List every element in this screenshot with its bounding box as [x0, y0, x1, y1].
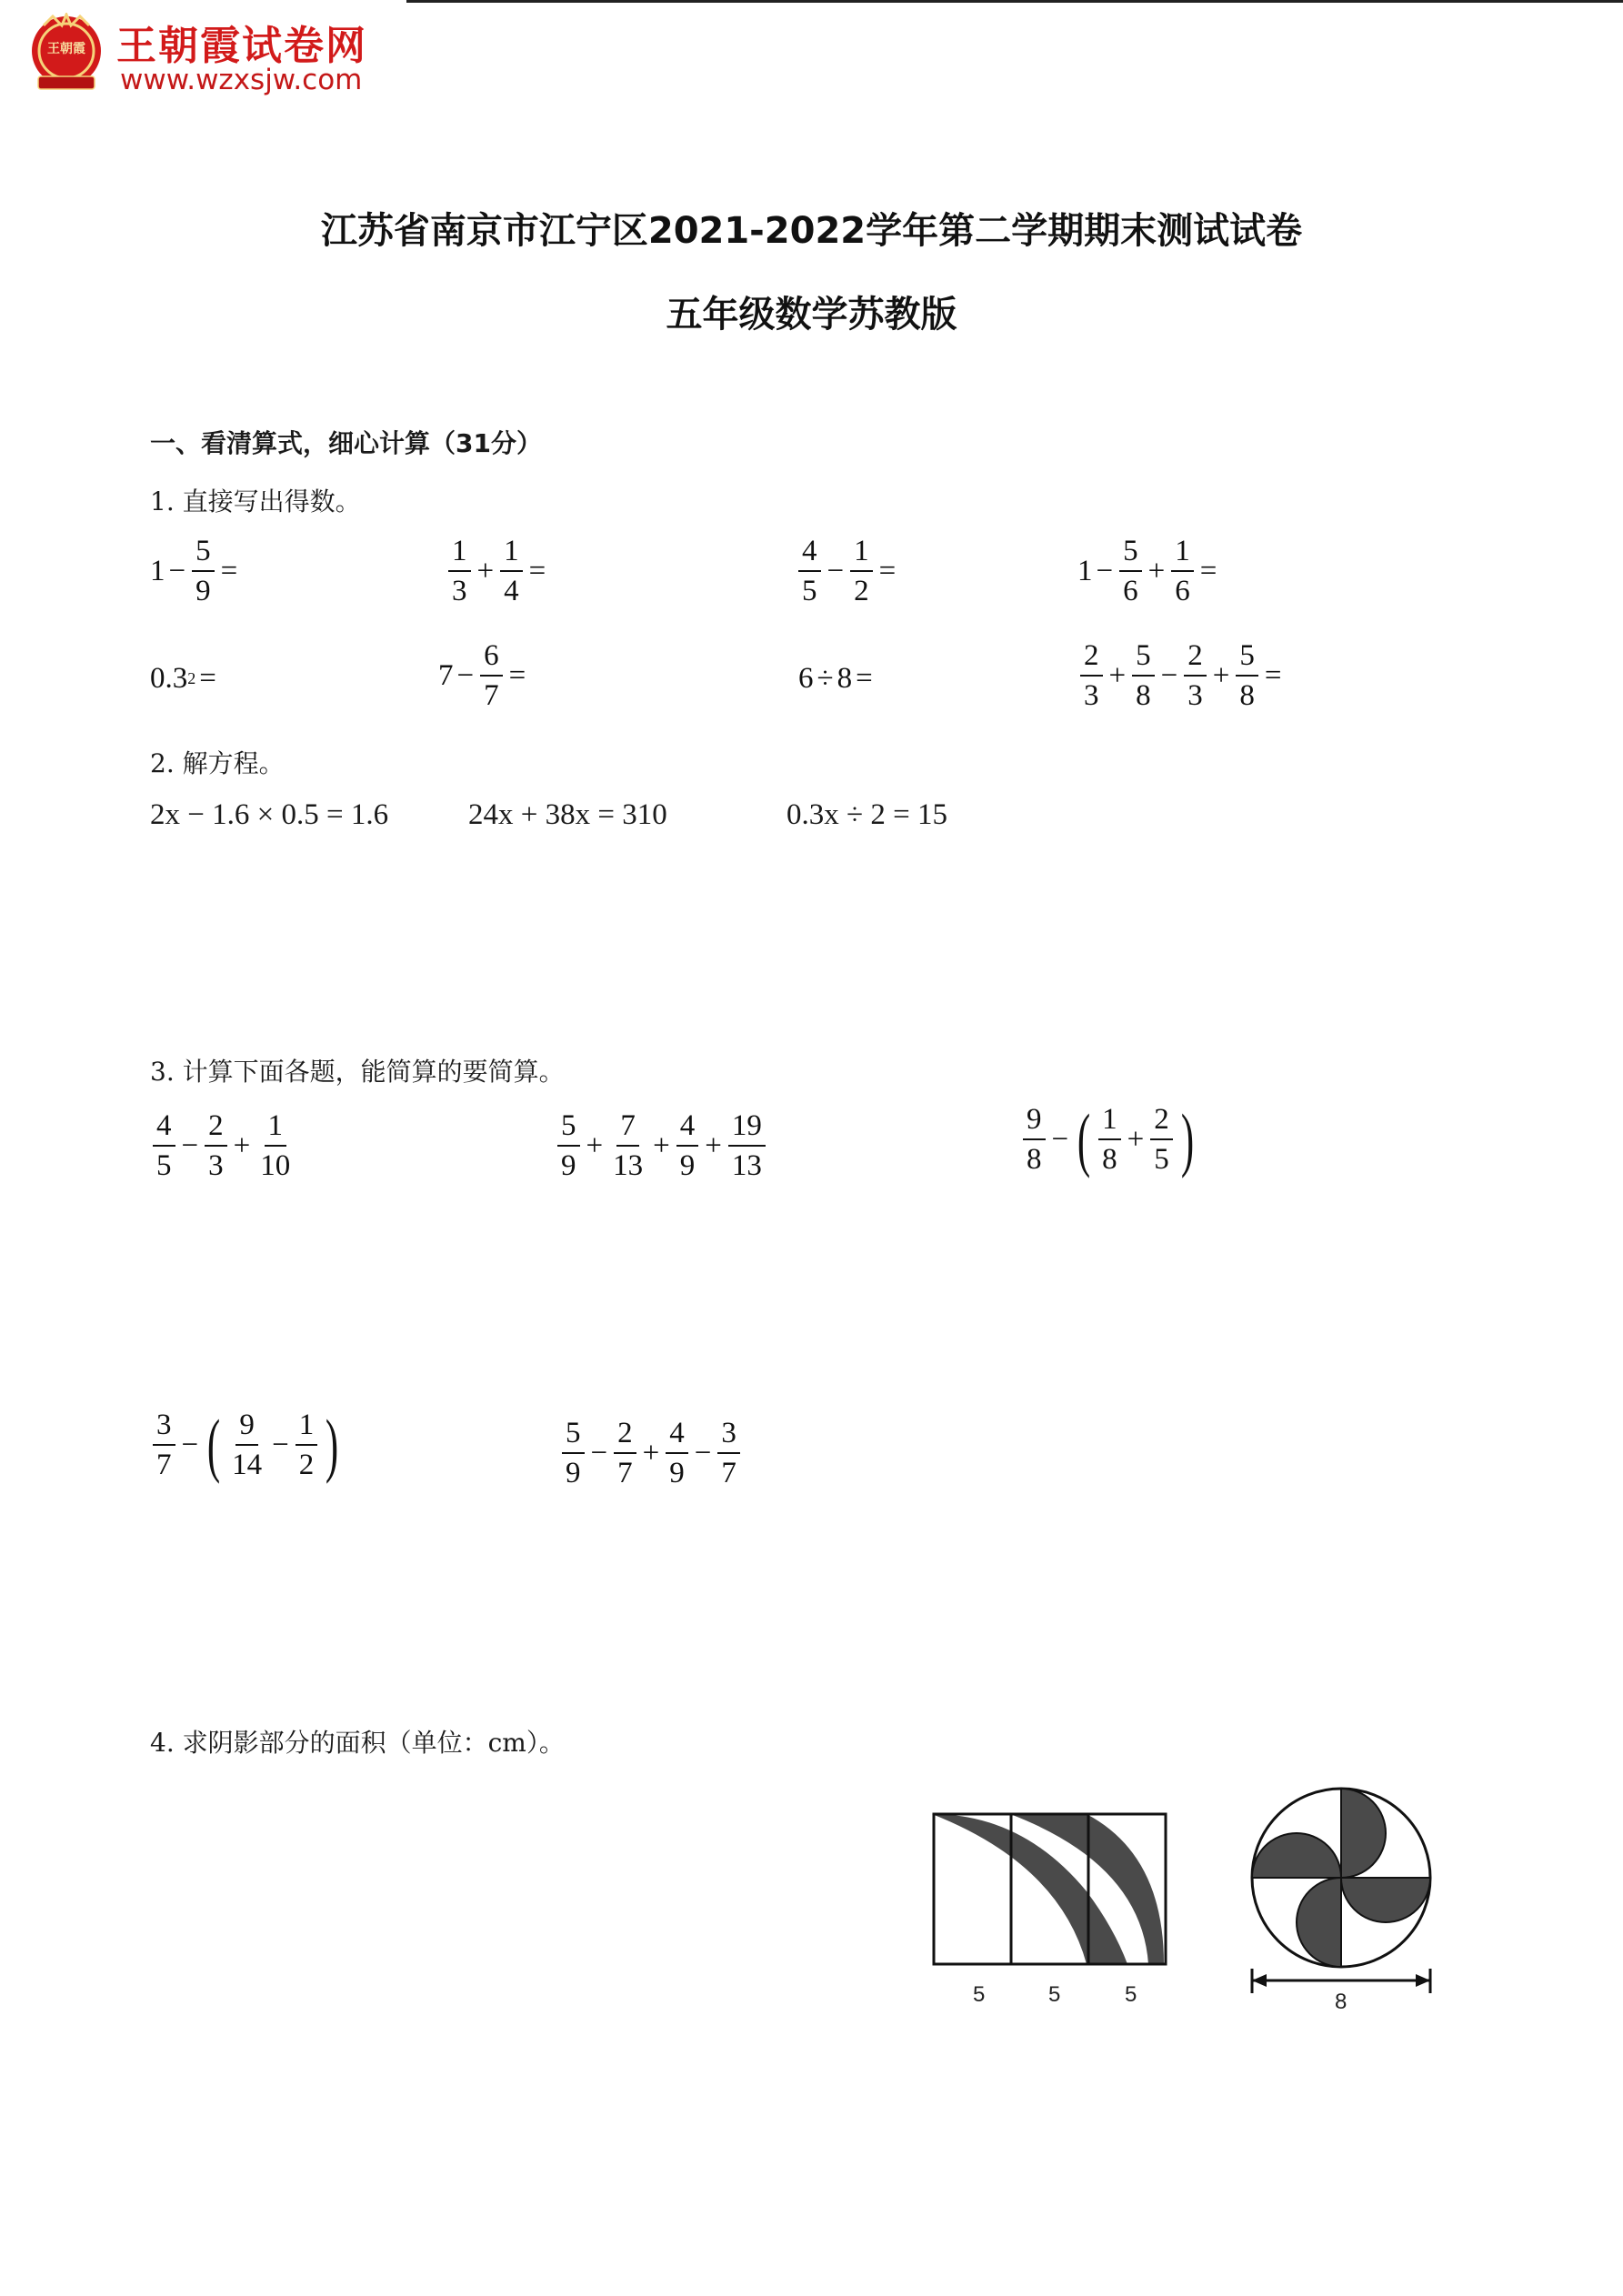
exam-title: 江苏省南京市江宁区2021-2022学年第二学期期末测试试卷	[320, 210, 1303, 252]
figure1-label-1: 5	[973, 1982, 986, 2007]
q2-equation-1: 2x − 1.6 × 0.5 = 1.6	[150, 798, 389, 831]
q3-item-3: $\frac{9}{8}$ − ( $\frac{1}{8}$ + $\frac{2}{5}$ )	[1020, 1104, 1199, 1175]
q1-item-1: 1 − $\frac{5}{9}$ =	[150, 535, 238, 607]
q3-item-5: $\frac{5}{9}$ − $\frac{2}{7}$ + $\frac{4}{9}$ − $\frac{3}{7}$	[559, 1419, 743, 1489]
section-heading: 一、看清算式，细心计算（31分）	[150, 428, 542, 458]
q1-item-3: $\frac{4}{5}$ − $\frac{1}{2}$ =	[796, 536, 899, 607]
top-rule	[406, 0, 1623, 3]
q2-equation-3: 0.3x ÷ 2 = 15	[786, 798, 947, 831]
q3-item-1: $\frac{4}{5}$ − $\frac{2}{3}$ + $\frac{1}{10}$	[150, 1111, 296, 1181]
q1-item-4: 1 − $\frac{5}{6}$ + $\frac{1}{6}$ =	[1077, 535, 1217, 607]
figure-squares	[932, 1810, 1168, 2007]
q1-item-8: $\frac{2}{3}$ + $\frac{5}{8}$ − $\frac{2}{3}$ + $\frac{5}{8}$ =	[1077, 641, 1286, 711]
q1-item-2: $\frac{1}{3}$ + $\frac{1}{4}$ =	[446, 536, 549, 607]
q2-equation-2: 24x + 38x = 310	[468, 798, 667, 831]
q1-label: 1. 直接写出得数。	[150, 486, 361, 516]
logo-badge-text: 王朝霞	[47, 42, 85, 56]
q3-item-2: $\frac{5}{9}$ + $\frac{7}{13}$ + $\frac{4}{9}$ + $\frac{19}{13}$	[555, 1111, 768, 1181]
figure1-label-2: 5	[1048, 1982, 1061, 2007]
site-url: www.wzxsjw.com	[120, 64, 363, 96]
q3-label: 3. 计算下面各题，能简算的要简算。	[150, 1057, 565, 1087]
q1-item-6: 7 − $\frac{6}{7}$ =	[438, 639, 526, 712]
q1-item-7: 6 ÷ 8 =	[798, 662, 873, 695]
q3-item-4: $\frac{3}{7}$ − ( $\frac{9}{14}$ − $\frac{1}{2}$ )	[150, 1409, 344, 1480]
q2-label: 2. 解方程。	[150, 748, 285, 778]
figure2-label: 8	[1335, 1990, 1347, 2014]
figure-pinwheel	[1241, 1782, 1441, 2022]
exam-subtitle: 五年级数学苏教版	[666, 294, 957, 336]
logo-badge-icon	[25, 13, 107, 95]
q1-item-5: 0.3 2 =	[150, 662, 216, 695]
site-name: 王朝霞试卷网	[116, 23, 367, 69]
q4-label: 4. 求阴影部分的面积（单位：cm）。	[150, 1728, 565, 1758]
figure1-label-3: 5	[1125, 1982, 1137, 2007]
